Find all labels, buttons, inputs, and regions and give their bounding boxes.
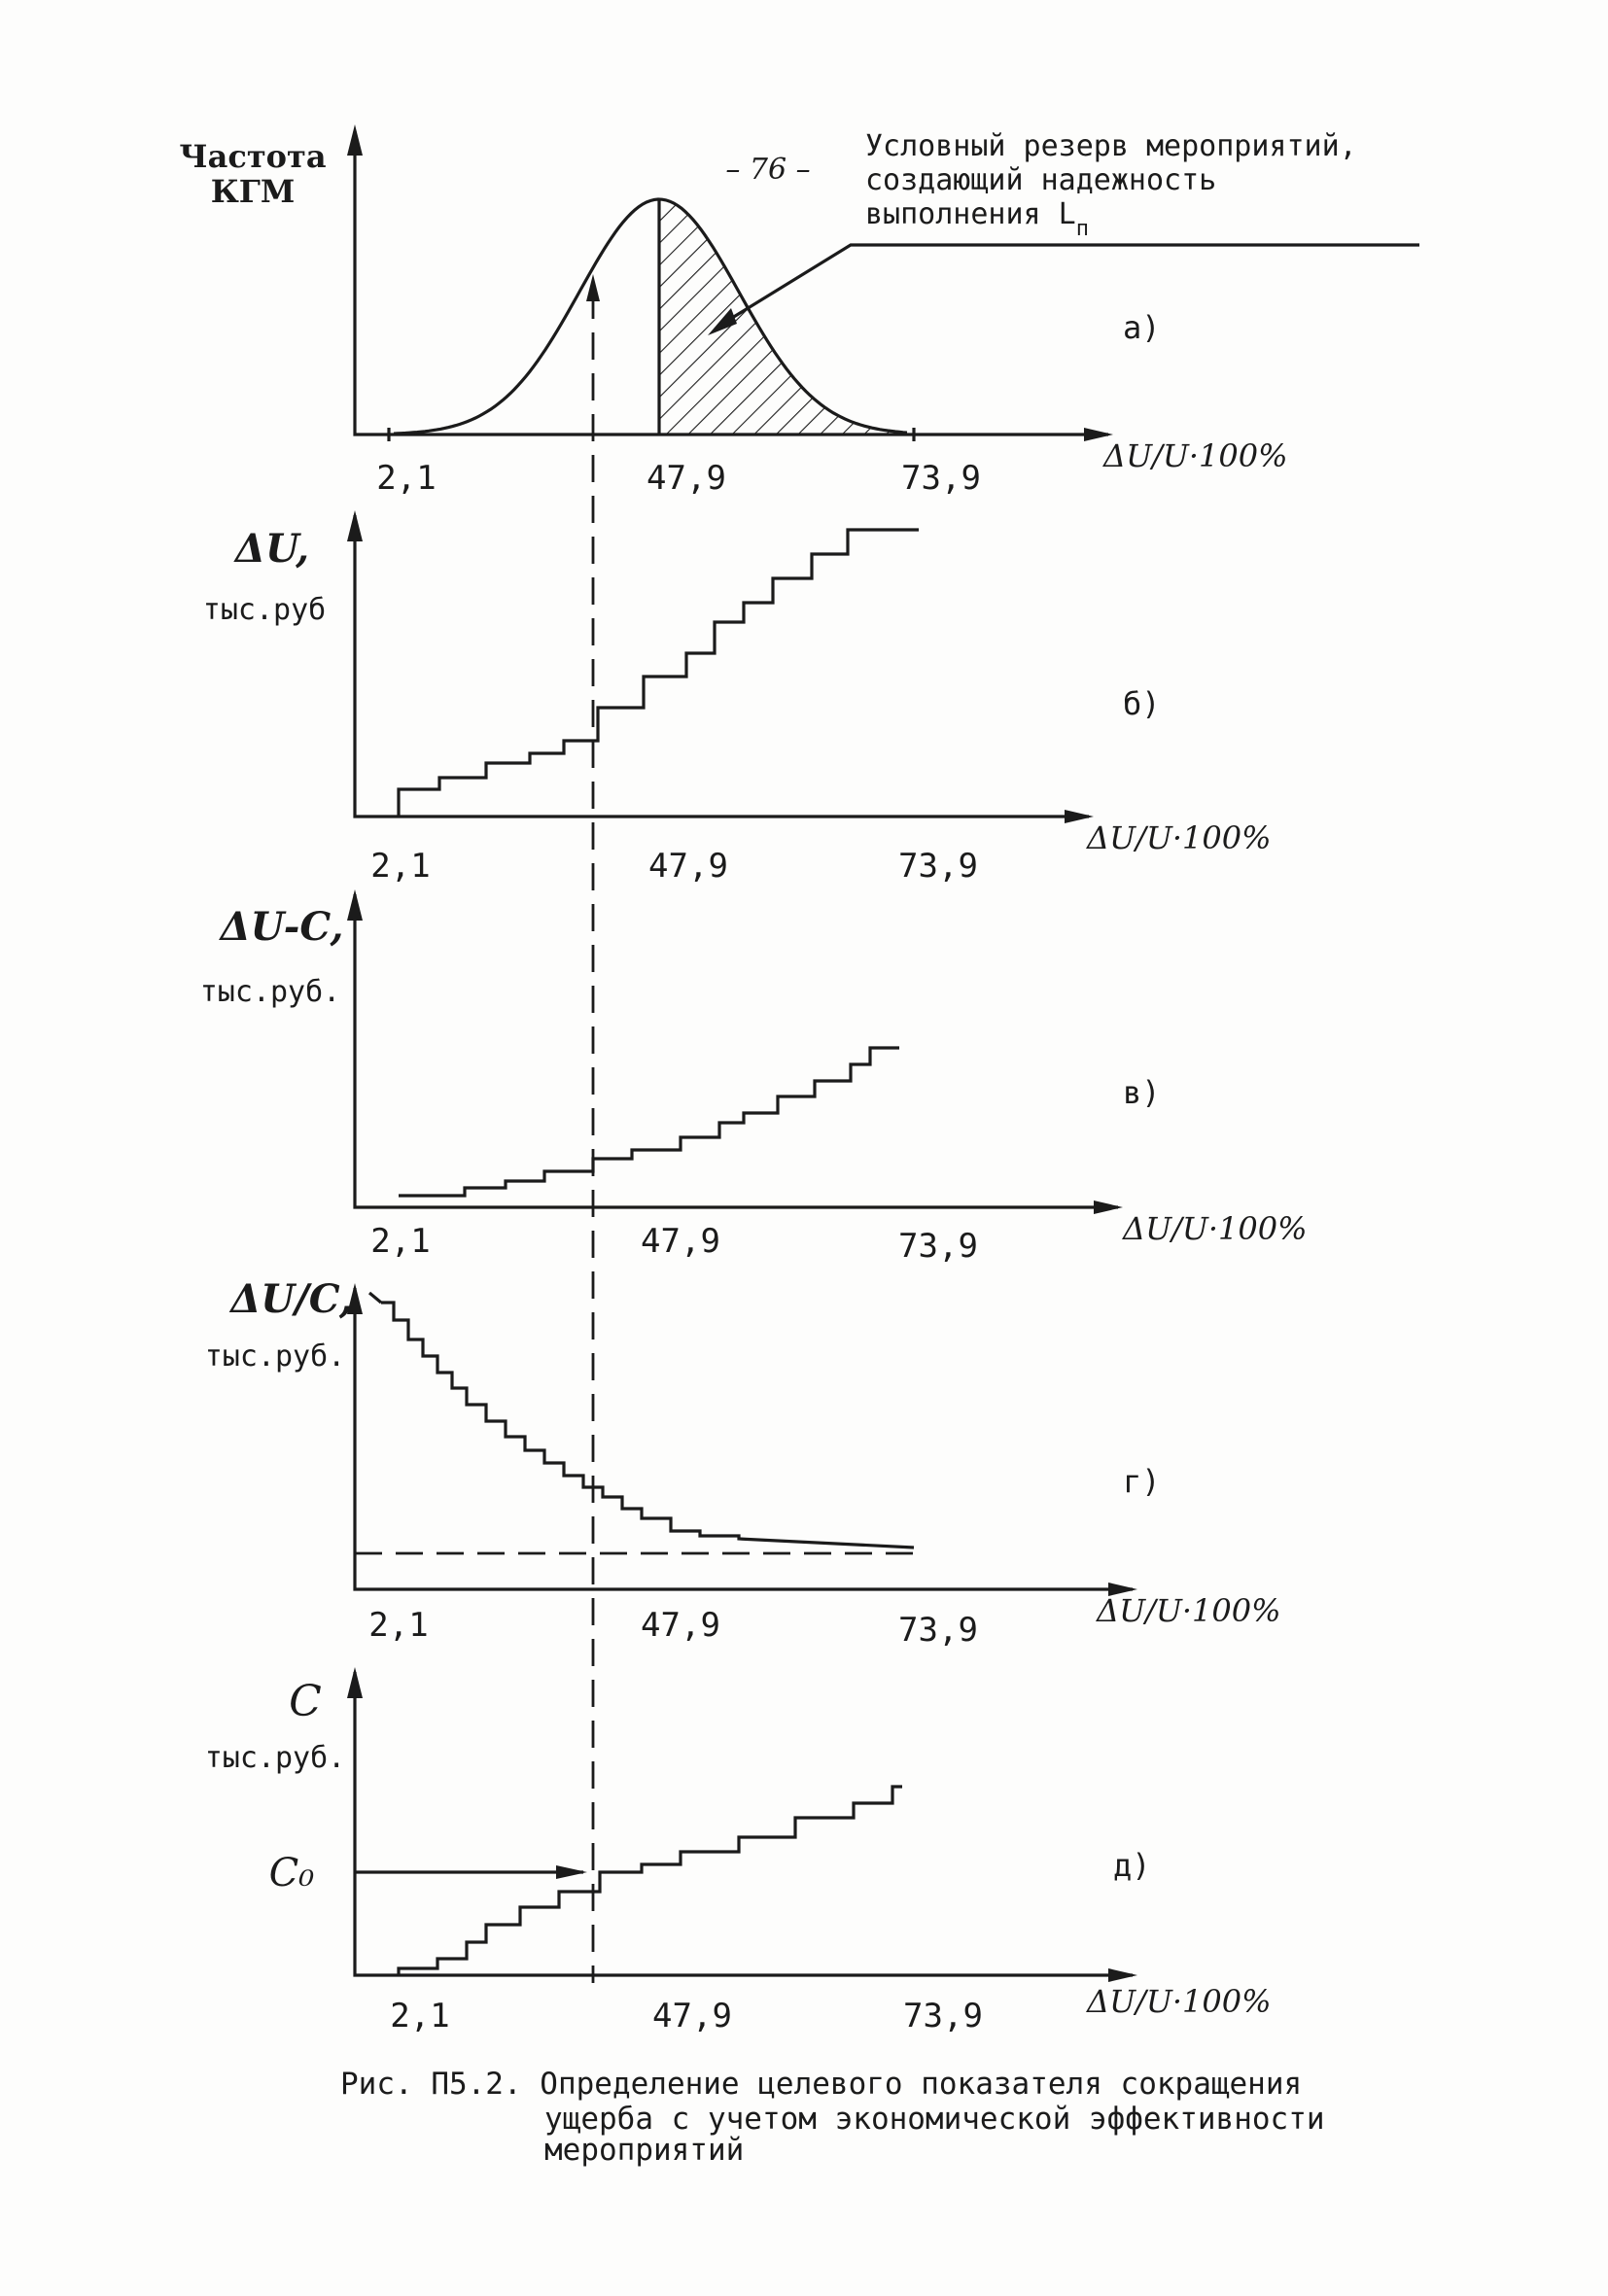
- panel-b-xlabel: ΔU/U·100%: [1087, 819, 1272, 856]
- annotation-line-1: Условный резерв мероприятий,: [865, 129, 1357, 163]
- panel-b-y-arrow: [347, 510, 363, 541]
- panel-g-ylabel-1: ΔU/C,: [230, 1276, 353, 1322]
- caption-line-3: мероприятий: [544, 2133, 745, 2168]
- panel-g-ylabel-2: тыс.руб.: [204, 1339, 346, 1374]
- panel-b-step-curve: [399, 530, 919, 817]
- panel-g-letter: г): [1123, 1463, 1161, 1500]
- panel-b-letter: б): [1123, 685, 1161, 722]
- panel-b-tick-3: 73,9: [898, 847, 978, 886]
- page-number: – 76 –: [725, 153, 811, 187]
- annotation-line-2: создающий надежность: [865, 163, 1217, 197]
- frequency-curve: [394, 199, 907, 434]
- panel-d: [205, 1667, 1272, 2035]
- panel-d-step-curve: [399, 1787, 902, 1975]
- panel-c-tick-1: 2,1: [370, 1222, 431, 1261]
- panel-c-tick-3: 73,9: [898, 1227, 978, 1266]
- panel-g-axes: [355, 1288, 1133, 1589]
- panel-d-ylabel-1: C: [289, 1677, 322, 1726]
- panel-d-letter: д): [1113, 1847, 1151, 1884]
- reserve-hatched-area: [659, 199, 909, 435]
- panel-d-axes: [355, 1672, 1133, 1975]
- caption-line-1: Рис. П5.2. Определение целевого показателя сокращения: [340, 2067, 1303, 2102]
- panel-b-ylabel-2: тыс.руб: [202, 593, 327, 627]
- panel-d-x-arrow: [1108, 1968, 1137, 1982]
- panel-a-ylabel-2: КГМ: [210, 173, 296, 210]
- panel-c-xlabel: ΔU/U·100%: [1123, 1210, 1308, 1247]
- panel-d-xlabel: ΔU/U·100%: [1087, 1983, 1272, 2020]
- panel-a-xlabel: ΔU/U·100%: [1103, 437, 1288, 474]
- panel-b-ylabel-1: ΔU,: [234, 526, 310, 572]
- panel-c-ylabel-1: ΔU-C,: [220, 904, 344, 950]
- panel-c-axes: [355, 894, 1118, 1207]
- panel-c-tick-2: 47,9: [641, 1222, 720, 1261]
- panel-c-y-arrow: [347, 889, 363, 921]
- panel-d-tick-2: 47,9: [652, 1997, 732, 2035]
- panel-d-ylabel-2: тыс.руб.: [204, 1741, 346, 1775]
- panel-b-tick-2: 47,9: [648, 847, 728, 886]
- panel-c-step-curve: [399, 1048, 899, 1196]
- panel-d-level-arrow: [556, 1865, 587, 1879]
- caption-line-2: ущерба с учетом экономической эффективности: [544, 2102, 1325, 2137]
- panel-b-tick-1: 2,1: [370, 847, 431, 886]
- panel-c-ylabel-2: тыс.руб.: [199, 975, 341, 1009]
- panel-g-step-curve: [369, 1293, 914, 1548]
- panel-a-tick-3: 73,9: [901, 459, 981, 498]
- panel-g-xlabel: ΔU/U·100%: [1097, 1592, 1281, 1629]
- panel-a-y-arrow: [347, 124, 363, 156]
- panel-g-tick-2: 47,9: [641, 1606, 720, 1645]
- panel-a-tick-2: 47,9: [647, 459, 726, 498]
- panel-c-x-arrow: [1094, 1200, 1123, 1214]
- panel-c: [200, 889, 1308, 1266]
- panel-d-y-arrow: [347, 1667, 363, 1698]
- annotation-leader-line: [719, 245, 1419, 326]
- panel-b-axes: [355, 515, 1089, 817]
- panel-a-letter: а): [1123, 309, 1161, 346]
- annotation-line-3: выполнения $L_п$: [865, 197, 1089, 241]
- panel-a-tick-1: 2,1: [376, 459, 437, 498]
- panel-g: [205, 1276, 1281, 1650]
- panel-d-tick-1: 2,1: [390, 1997, 450, 2035]
- panel-b: [203, 510, 1272, 886]
- panel-g-tick-3: 73,9: [898, 1611, 978, 1650]
- panel-d-tick-3: 73,9: [903, 1997, 983, 2035]
- panel-c-letter: в): [1123, 1074, 1161, 1111]
- panel-a-ylabel-1: Частота: [179, 138, 327, 175]
- panel-d-level-label: C₀: [268, 1851, 315, 1896]
- panel-g-tick-1: 2,1: [368, 1606, 429, 1645]
